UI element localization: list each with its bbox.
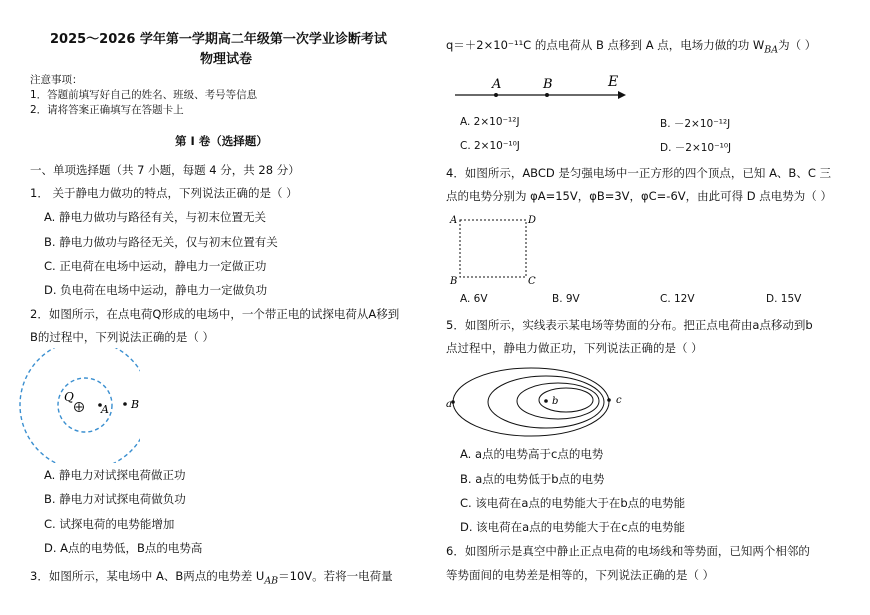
q3-option-d: D. －2×10⁻¹⁰J: [660, 142, 732, 154]
label-b: b: [552, 396, 559, 407]
label-a: a: [446, 399, 452, 410]
exam-title: 2025～2026 学年第一学期高二年级第一次学业诊断考试: [50, 32, 387, 47]
q1-option-c: C. 正电荷在电场中运动，静电力一定做正功: [44, 259, 267, 273]
q2-stem-line1: 2．如图所示，在点电荷Q形成的电场中，一个带正电的试探电荷从A移到: [30, 307, 400, 321]
label-c: C: [528, 276, 536, 287]
q3-stem-line2: q＝＋2×10⁻¹¹C 的点电荷从 B 点移到 A 点，电场力做的功 $W_{BA}$为（ ）: [446, 38, 817, 56]
q2-option-a: A. 静电力对试探电荷做正功: [44, 468, 186, 482]
q4-option-d: D. 15V: [766, 293, 802, 305]
q5-option-d: D. 该电荷在a点的电势能大于在c点的电势能: [460, 520, 686, 534]
q5-option-a: A. a点的电势高于c点的电势: [460, 447, 604, 461]
q6-stem-line2: 等势面间的电势差是相等的，下列说法正确的是（ ）: [446, 568, 715, 582]
q4-option-b: B. 9V: [552, 293, 580, 305]
q5-figure: [446, 360, 636, 440]
label-d: D: [528, 215, 537, 226]
label-e: E: [608, 74, 619, 90]
label-a: A: [450, 215, 458, 226]
label-b: B: [450, 276, 458, 287]
q1-option-b: B. 静电力做功与路径无关，仅与初末位置有关: [44, 235, 278, 249]
q5-option-b: B. a点的电势低于b点的电势: [460, 472, 605, 486]
label-b: B: [131, 398, 140, 411]
q2-option-d: D. A点的电势低，B点的电势高: [44, 541, 203, 555]
q3-figure: [450, 70, 630, 110]
square-abcd: [460, 220, 526, 277]
q3-option-b: B. －2×10⁻¹²J: [660, 118, 731, 130]
q2-option-c: C. 试探电荷的电势能增加: [44, 517, 175, 531]
label-q: Q: [64, 390, 74, 404]
note-item-2: 2．请将答案正确填写在答题卡上: [30, 104, 184, 116]
q4-figure: [448, 210, 543, 288]
q1-stem: 1． 关于静电力做功的特点，下列说法正确的是（ ）: [30, 186, 298, 200]
q1-option-a: A. 静电力做功与路径有关，与初末位置无关: [44, 210, 266, 224]
part-heading: 一、单项选择题（共 7 小题，每题 4 分，共 28 分）: [30, 163, 300, 177]
q3-option-c: C. 2×10⁻¹⁰J: [460, 140, 520, 152]
section-title: 第 I 卷（选择题）: [175, 134, 268, 148]
q3-stem-line1: 3．如图所示，某电场中 A、B两点的电势差 $U_{AB}=10V$。若将一电荷量: [30, 569, 393, 587]
q4-stem-line1: 4．如图所示，ABCD 是匀强电场中一正方形的四个顶点，已知 A、B、C 三: [446, 166, 832, 180]
label-c: c: [616, 395, 622, 406]
q3-option-a: A. 2×10⁻¹²J: [460, 116, 520, 128]
q6-stem-line1: 6．如图所示是真空中静止正点电荷的电场线和等势面，已知两个相邻的: [446, 544, 810, 558]
q2-stem-line2: B的过程中，下列说法正确的是（ ）: [30, 330, 215, 344]
q4-stem-line2: 点的电势分别为 φA=15V，φB=3V，φC=-6V，由此可得 D 点电势为（ ）: [446, 189, 832, 203]
outer-equipotential-circle: [20, 348, 140, 463]
point-c-dot: [607, 398, 611, 402]
q5-stem-line2: 点过程中，静电力做正功，下列说法正确的是（ ）: [446, 341, 703, 355]
q4-option-a: A. 6V: [460, 293, 488, 305]
q2-option-b: B. 静电力对试探电荷做负功: [44, 492, 186, 506]
arrow-head: [618, 91, 626, 99]
q5-option-c: C. 该电荷在a点的电势能大于在b点的电势能: [460, 496, 686, 510]
equipotential-1: [453, 368, 609, 436]
exam-subtitle: 物理试卷: [200, 52, 253, 67]
note-item-1: 1．答题前填写好自己的姓名、班级、考号等信息: [30, 89, 258, 101]
q2-figure: [10, 348, 140, 463]
q5-stem-line1: 5．如图所示，实线表示某电场等势面的分布。把正点电荷由a点移动到b: [446, 318, 813, 332]
point-b-dot: [545, 93, 549, 97]
notes-heading: 注意事项：: [30, 74, 83, 86]
label-a: A: [492, 77, 502, 92]
label-a: A: [101, 403, 109, 416]
q1-option-d: D. 负电荷在电场中运动，静电力一定做负功: [44, 283, 268, 297]
label-b: B: [543, 77, 553, 92]
q4-option-c: C. 12V: [660, 293, 695, 305]
point-b-dot: [123, 402, 127, 406]
point-b-dot: [544, 399, 548, 403]
point-a-dot: [494, 93, 498, 97]
